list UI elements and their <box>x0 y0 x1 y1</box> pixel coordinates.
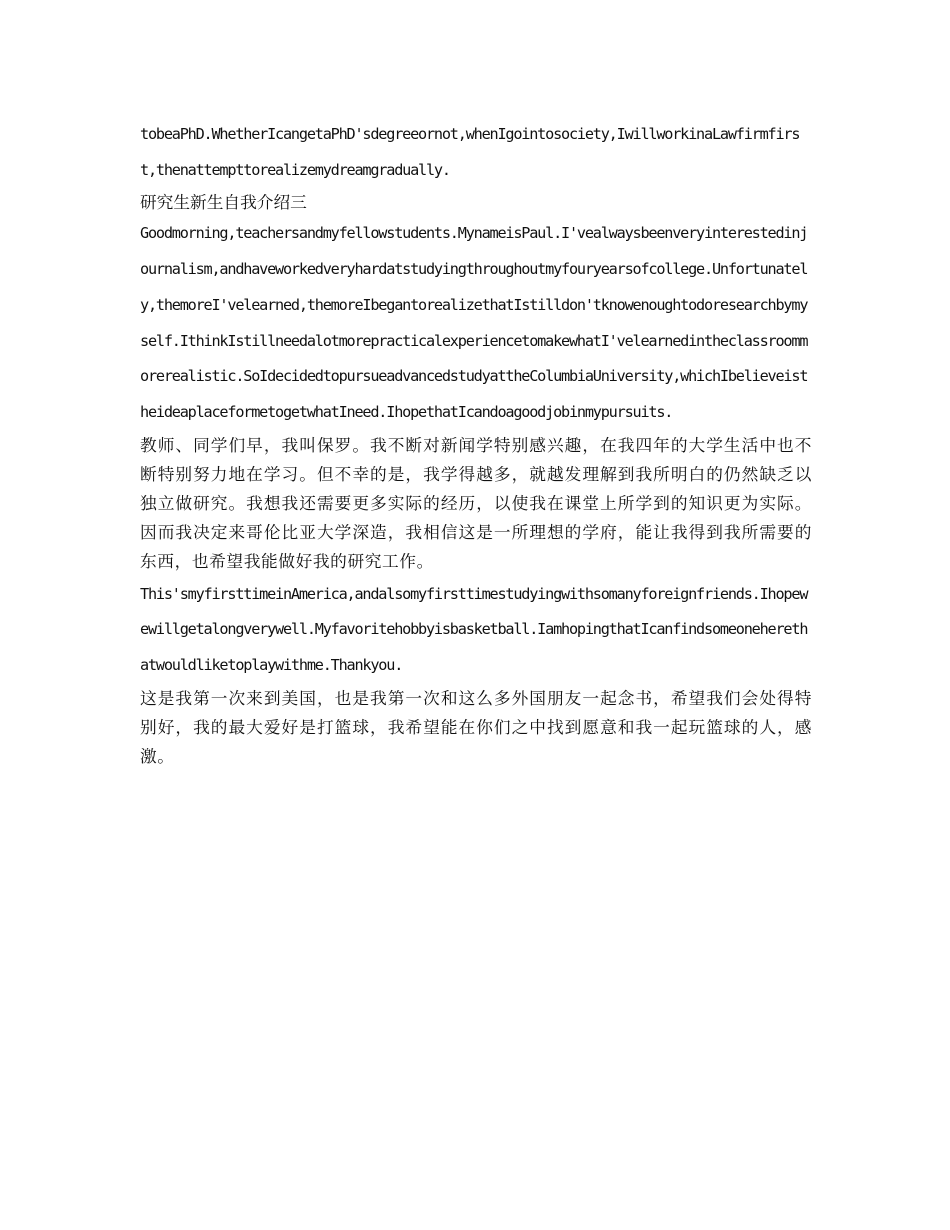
paragraph-english-intro: Goodmorning,teachersandmyfellowstudents.MynameisPaul.I'vealwaysbeenveryinterestedinjournalism,andhaveworkedveryhardatstudyingthroughoutmyfouryearsofcollege.Unfortunately,themoreI'velearned,themoreIbegantorealizethatIstilldon'tknowenoughtodoresearchbymyself.IthinkIstillneedalotmorepracticalexperiencetomakewhatI'velearnedintheclassroommorerealistic.SoIdecidedtopursueadvancedstudyattheColumbiaUniversity,whichIbelieveistheideaplaceformetogetwhatIneed.IhopethatIcandoagoodjobinmypursuits. <box>140 224 808 421</box>
document-page <box>140 117 812 771</box>
section-heading: 研究生新生自我介绍三 <box>140 192 307 213</box>
paragraph-chinese-hobby: 这是我第一次来到美国，也是我第一次和这么多外国朋友一起念书，希望我们会处得特别好，我的最大爱好是打篮球，我希望能在你们之中找到愿意和我一起玩篮球的人，感激。 <box>140 687 812 767</box>
paragraph-chinese-intro: 教师、同学们早，我叫保罗。我不断对新闻学特别感兴趣，在我四年的大学生活中也不断特别努力地在学习。但不幸的是，我学得越多，就越发理解到我所明白的仍然缺乏以独立做研究。我想我还需要更多实际的经历，以使我在课堂上所学到的知识更为实际。因而我决定来哥伦比亚大学深造，我相信这是一所理想的学府，能让我得到我所需要的东西，也希望我能做好我的研究工作。 <box>140 434 812 572</box>
paragraph-english-hobby: This'smyfirsttimeinAmerica,andalsomyfirsttimestudyingwithsomanyforeignfriends.Ihopewewillgetalongverywell.Myfavoritehobbyisbasketball.IamhopingthatIcanfindsomeoneherethatwouldliketoplaywithme.Thankyou. <box>140 584 808 675</box>
paragraph-intro-tail: tobeaPhD.WhetherIcangetaPhD'sdegreeornot,whenIgointosociety,IwillworkinaLawfirmfirst,thenattempttorealizemydreamgradually. <box>140 125 800 179</box>
